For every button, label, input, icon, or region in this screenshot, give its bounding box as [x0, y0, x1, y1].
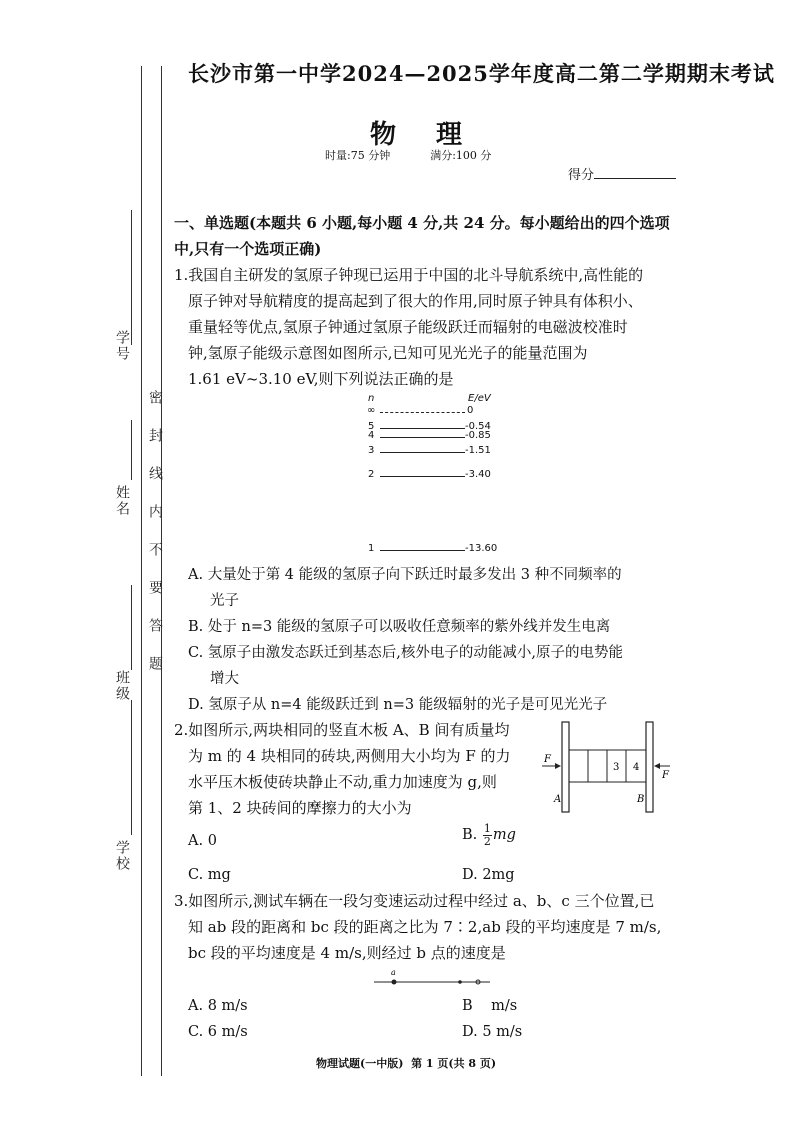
class-blank[interactable]	[131, 585, 132, 670]
q2-option-a[interactable]: A. 0	[188, 833, 217, 849]
q3-option-c[interactable]: C. 6 m/s	[188, 1024, 248, 1040]
level-n-label: 5	[368, 421, 375, 432]
point-a-label: a	[391, 968, 396, 977]
left-force-label: F	[544, 754, 551, 765]
exam-meta	[325, 147, 531, 163]
section1-heading-line1: 一、单选题(本题共 6 小题,每小题 4 分,共 24 分。每小题给出的四个选项	[174, 214, 670, 232]
student-id-label: 学号	[114, 330, 130, 362]
level-line-2	[380, 476, 465, 477]
level-energy-label: -0.54	[465, 421, 491, 432]
level-line-1	[380, 550, 465, 551]
q2-text-line: 水平压木板使砖块静止不动,重力加速度为 g,则	[188, 773, 497, 791]
q1-option-a[interactable]: A. 大量处于第 4 能级的氢原子向下跃迁时最多发出 3 种不同频率的	[188, 567, 622, 583]
score-blank[interactable]	[594, 166, 676, 179]
board-a-label: A	[554, 794, 562, 805]
position-line-figure	[370, 966, 500, 990]
level-line-3	[380, 452, 465, 453]
exam-title: 长沙市第一中学2024—2025学年度高二第二学期期末考试	[188, 61, 775, 86]
level-line-4	[380, 437, 465, 438]
score-box	[568, 164, 676, 183]
q2-text-line: 2.如图所示,两块相同的竖直木板 A、B 间有质量均	[174, 721, 510, 739]
school-label: 学校	[114, 840, 130, 872]
binding-line-outer	[141, 66, 142, 1076]
q1-option-d[interactable]: D. 氢原子从 n=4 能级跃迁到 n=3 能级辐射的光子是可见光光子	[188, 697, 608, 713]
q3-option-b[interactable]: B m/s	[462, 998, 518, 1014]
left-force-arrowhead	[555, 763, 561, 769]
subject-title: 物理	[370, 120, 503, 150]
q2-option-b[interactable]	[462, 822, 516, 848]
right-board	[646, 722, 653, 812]
board-b-label: B	[637, 794, 645, 805]
q1-text-line: 1.61 eV~3.10 eV,则下列说法正确的是	[188, 370, 454, 388]
level-n-label: 1	[368, 543, 375, 554]
fraction-numerator: 1	[483, 821, 491, 835]
q1-text-line: 1.我国自主研发的氢原子钟现已运用于中国的北斗导航系统中,高性能的	[174, 266, 644, 284]
q1-text-line: 钟,氢原子能级示意图如图所示,已知可见光光子的能量范围为	[188, 344, 588, 362]
level-energy-label: -1.51	[465, 445, 491, 456]
right-force-label: F	[662, 770, 669, 781]
name-label: 姓名	[114, 485, 130, 517]
level-n-label: ∞	[367, 405, 376, 416]
page-footer: 物理试题(一中版) 第 1 页(共 8 页)	[316, 1057, 497, 1070]
name-blank[interactable]	[131, 420, 132, 480]
board-brick-figure	[540, 718, 670, 818]
fraction-denominator: 2	[483, 834, 491, 848]
level-n-label: 3	[368, 445, 375, 456]
q3-text-line: 3.如图所示,测试车辆在一段匀变速运动过程中经过 a、b、c 三个位置,已	[174, 892, 655, 910]
q2-option-c[interactable]: C. mg	[188, 867, 231, 883]
right-force-arrowhead	[654, 763, 660, 769]
q3-option-a[interactable]: A. 8 m/s	[188, 998, 248, 1014]
level-energy-label: 0	[467, 405, 474, 416]
seal-warning: 密封线内不要答题	[147, 390, 163, 694]
q1-text-line: 重量轻等优点,氢原子钟通过氢原子能级跃迁而辐射的电磁波校准时	[188, 318, 628, 336]
q3-option-d[interactable]: D. 5 m/s	[462, 1024, 523, 1040]
level-energy-label: -0.85	[465, 430, 491, 441]
brick-4-label: 4	[633, 762, 640, 773]
level-energy-label: -13.60	[465, 543, 498, 554]
school-blank[interactable]	[131, 700, 132, 835]
q2-option-b-suffix: mg	[492, 827, 516, 843]
level-n-label: 2	[368, 469, 375, 480]
point-b-marker	[458, 980, 462, 984]
diagram-n-axis-label: n	[368, 393, 375, 404]
section1-heading-line2: 中,只有一个选项正确)	[174, 240, 322, 258]
q2-option-b-fraction	[483, 823, 492, 848]
q1-option-c-cont: 增大	[210, 671, 239, 687]
level-line-5	[380, 428, 465, 429]
q2-option-d[interactable]: D. 2mg	[462, 867, 515, 883]
level-energy-label: -3.40	[465, 469, 491, 480]
level-n-label: 4	[368, 430, 375, 441]
diagram-energy-axis-label: E/eV	[468, 393, 491, 404]
q1-text-line: 原子钟对导航精度的提高起到了很大的作用,同时原子钟具有体积小、	[188, 292, 643, 310]
q1-option-a-cont: 光子	[210, 593, 239, 609]
score-label: 得分	[568, 168, 595, 183]
point-a-marker	[392, 980, 397, 985]
exam-time: 时量:75 分钟	[325, 149, 391, 162]
q3-text-line: bc 段的平均速度是 4 m/s,则经过 b 点的速度是	[188, 944, 506, 962]
class-label: 班级	[114, 670, 130, 702]
brick-3-label: 3	[613, 762, 620, 773]
q2-text-line: 为 m 的 4 块相同的砖块,两侧用大小均为 F 的力	[188, 747, 511, 765]
left-board	[562, 722, 569, 812]
q1-option-c[interactable]: C. 氢原子由激发态跃迁到基态后,核外电子的动能减小,原子的电势能	[188, 645, 624, 661]
level-line-infinity	[380, 412, 465, 413]
q3-text-line: 知 ab 段的距离和 bc 段的距离之比为 7∶2,ab 段的平均速度是 7 m/s,	[188, 918, 662, 936]
exam-full-score: 满分:100 分	[430, 149, 492, 162]
q2-text-line: 第 1、2 块砖间的摩擦力的大小为	[188, 799, 412, 817]
q2-option-b-prefix: B.	[462, 827, 478, 843]
q1-option-b[interactable]: B. 处于 n=3 能级的氢原子可以吸收任意频率的紫外线并发生电离	[188, 619, 611, 635]
student-id-blank[interactable]	[131, 210, 132, 345]
